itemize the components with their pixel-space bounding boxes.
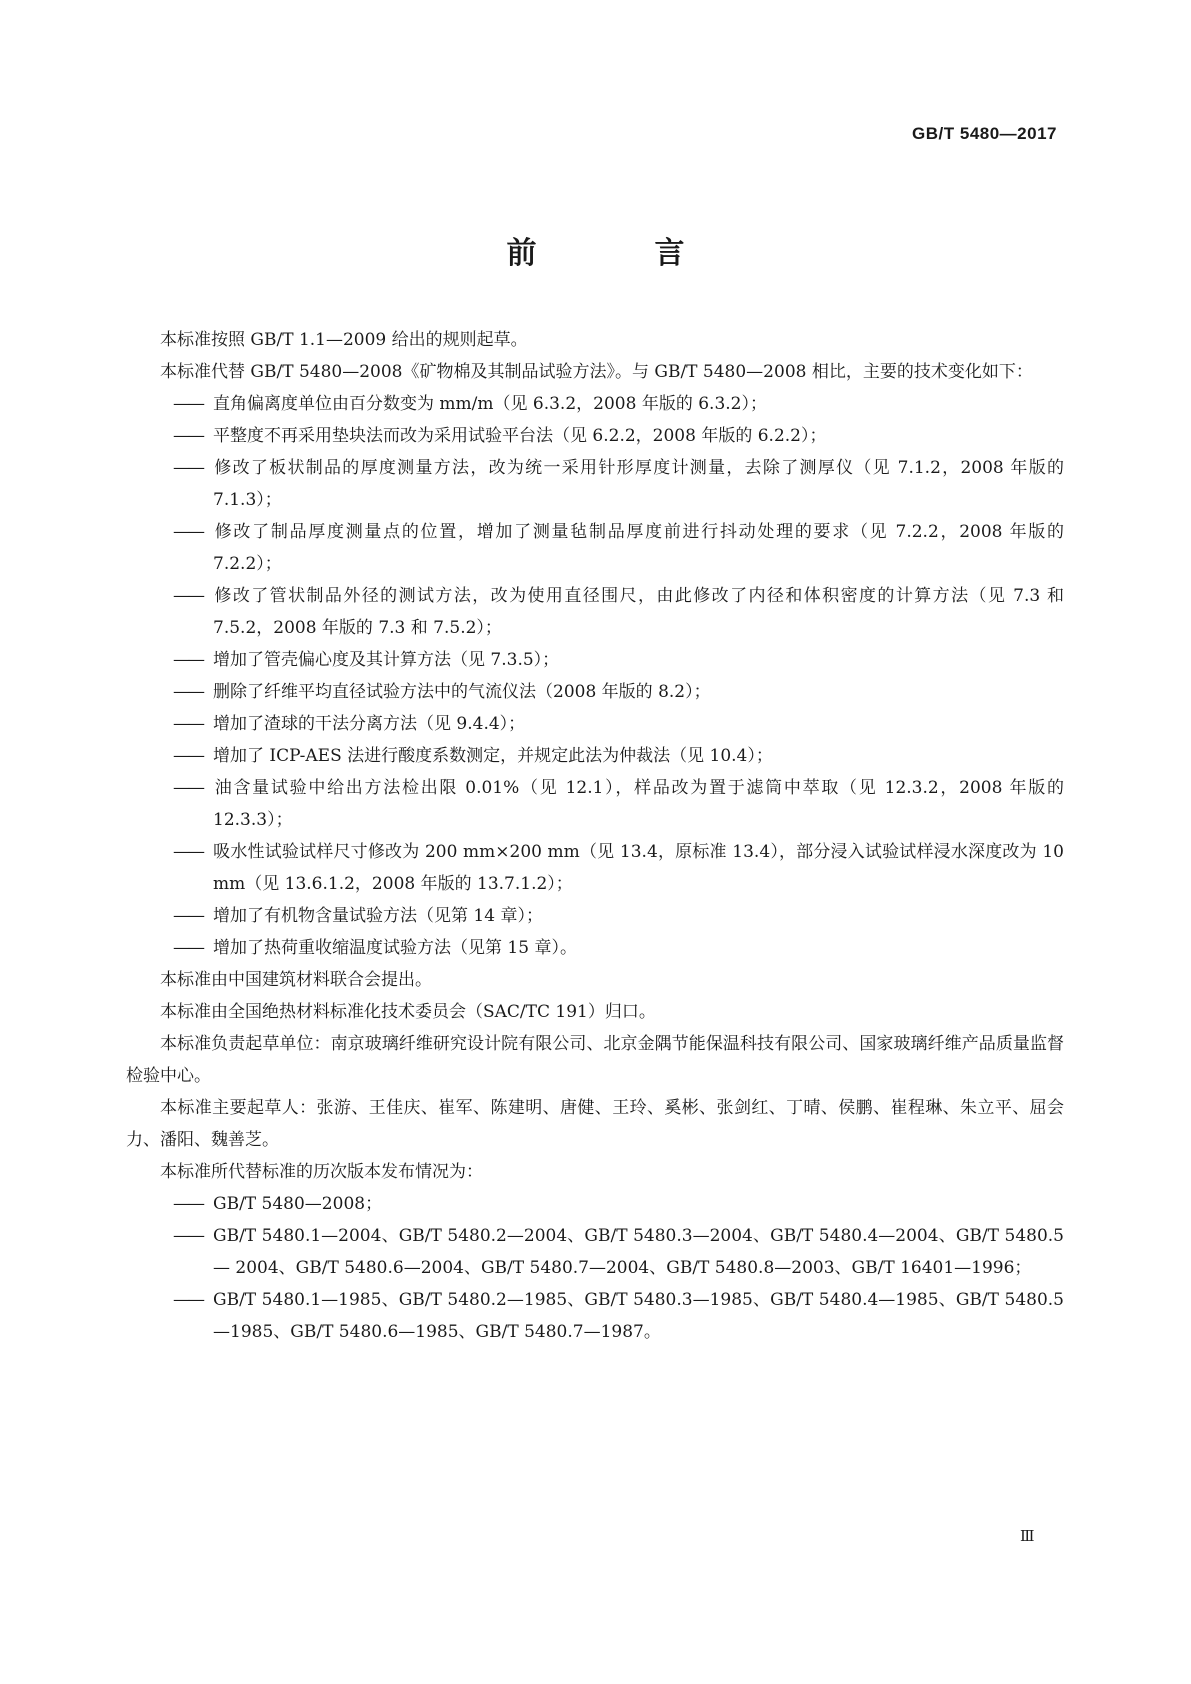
- page-number: Ⅲ: [1020, 1527, 1035, 1545]
- dash-mark: ——: [173, 906, 203, 926]
- paragraph-drafters: 本标准主要起草人：张游、王佳庆、崔军、陈建明、唐健、王玲、奚彬、张剑红、丁晴、侯鹏、崔程琳、朱立平、屈会力、潘阳、魏善芝。: [126, 1098, 1064, 1150]
- list-item: —— 油含量试验中给出方法检出限 0.01%（见 12.1），样品改为置于滤筒中萃取（见 12.3.2，2008 年版的 12.3.3）；: [126, 772, 1064, 836]
- document-body: [126, 324, 1064, 1348]
- list-item: —— 增加了管壳偏心度及其计算方法（见 7.3.5）；: [126, 644, 1064, 676]
- standard-code: GB/T 5480—2017: [912, 124, 1057, 143]
- list-item: —— GB/T 5480—2008；: [126, 1188, 1064, 1220]
- list-item: —— 平整度不再采用垫块法而改为采用试验平台法（见 6.2.2，2008 年版的 6.2.2）；: [126, 420, 1064, 452]
- paragraph-proposer: 本标准由中国建筑材料联合会提出。: [160, 970, 432, 990]
- page-title: 前 言: [506, 236, 729, 271]
- list-item: —— 增加了热荷重收缩温度试验方法（见第 15 章）。: [126, 932, 1064, 964]
- dash-mark: ——: [173, 394, 203, 414]
- paragraph-history-intro: 本标准所代替标准的历次版本发布情况为：: [160, 1162, 483, 1182]
- paragraph-drafting-rules: 本标准按照 GB/T 1.1—2009 给出的规则起草。: [160, 330, 528, 350]
- list-item: —— 修改了管状制品外径的测试方法，改为使用直径围尺，由此修改了内径和体积密度的计算方法（见 7.3 和 7.5.2，2008 年版的 7.3 和 7.5.2）；: [126, 580, 1064, 644]
- list-item: —— 增加了 ICP-AES 法进行酸度系数测定，并规定此法为仲裁法（见 10.4）；: [126, 740, 1064, 772]
- dash-mark: ——: [173, 458, 203, 478]
- dash-mark: ——: [173, 426, 203, 446]
- dash-mark: ——: [173, 1194, 203, 1214]
- changes-list: [126, 388, 1064, 964]
- paragraph-committee: 本标准由全国绝热材料标准化技术委员会（SAC/TC 191）归口。: [160, 1002, 656, 1022]
- paragraph-drafting-units: 本标准负责起草单位：南京玻璃纤维研究设计院有限公司、北京金隅节能保温科技有限公司、国家玻璃纤维产品质量监督检验中心。: [126, 1034, 1064, 1086]
- dash-mark: ——: [173, 778, 203, 798]
- dash-mark: ——: [173, 714, 203, 734]
- paragraph-replacement: 本标准代替 GB/T 5480—2008《矿物棉及其制品试验方法》。与 GB/T 5480—2008 相比，主要的技术变化如下：: [160, 362, 1033, 382]
- dash-mark: ——: [173, 1226, 203, 1246]
- dash-mark: ——: [173, 842, 203, 862]
- dash-mark: ——: [173, 1290, 203, 1310]
- dash-mark: ——: [173, 746, 203, 766]
- dash-mark: ——: [173, 522, 203, 542]
- dash-mark: ——: [173, 650, 203, 670]
- list-item: —— 增加了渣球的干法分离方法（见 9.4.4）；: [126, 708, 1064, 740]
- list-item: —— 修改了板状制品的厚度测量方法，改为统一采用针形厚度计测量，去除了测厚仪（见 7.1.2，2008 年版的 7.1.3）；: [126, 452, 1064, 516]
- dash-mark: ——: [173, 938, 203, 958]
- list-item: —— GB/T 5480.1—2004、GB/T 5480.2—2004、GB/T 5480.3—2004、GB/T 5480.4—2004、GB/T 5480.5— 2004、GB/T 5480.6—2004、GB/T 5480.7—2004、GB/T 5480.8—2003、GB/T 16401—1996；: [126, 1220, 1064, 1284]
- list-item: —— 增加了有机物含量试验方法（见第 14 章）；: [126, 900, 1064, 932]
- list-item: —— GB/T 5480.1—1985、GB/T 5480.2—1985、GB/T 5480.3—1985、GB/T 5480.4—1985、GB/T 5480.5—1985、GB/T 5480.6—1985、GB/T 5480.7—1987。: [126, 1284, 1064, 1348]
- dash-mark: ——: [173, 682, 203, 702]
- list-item: —— 删除了纤维平均直径试验方法中的气流仪法（2008 年版的 8.2）；: [126, 676, 1064, 708]
- history-list: [126, 1188, 1064, 1348]
- list-item: —— 修改了制品厚度测量点的位置，增加了测量毡制品厚度前进行抖动处理的要求（见 7.2.2，2008 年版的 7.2.2）；: [126, 516, 1064, 580]
- list-item: —— 直角偏离度单位由百分数变为 mm/m（见 6.3.2，2008 年版的 6.3.2）；: [126, 388, 1064, 420]
- list-item: —— 吸水性试验试样尺寸修改为 200 mm×200 mm（见 13.4，原标准 13.4），部分浸入试验试样浸水深度改为 10 mm（见 13.6.1.2，2008 年版的 13.7.1.2）；: [126, 836, 1064, 900]
- dash-mark: ——: [173, 586, 203, 606]
